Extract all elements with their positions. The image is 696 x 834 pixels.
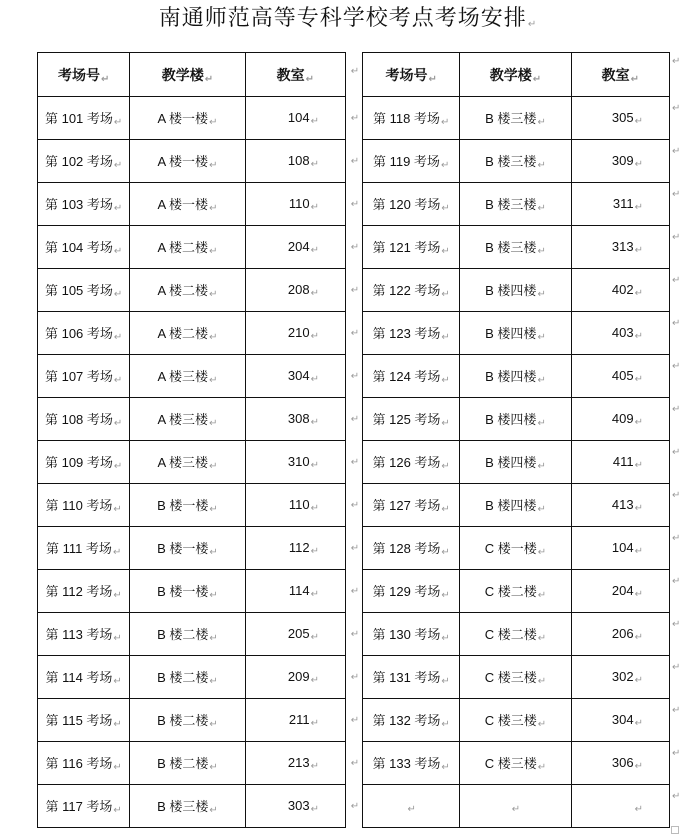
table-row xyxy=(38,226,346,269)
table-row xyxy=(38,355,346,398)
paragraph-mark-icon: ↵ xyxy=(350,414,360,425)
paragraph-mark-icon: ↵ xyxy=(113,203,123,214)
paragraph-mark-icon: ↵ xyxy=(634,545,643,557)
building-cell xyxy=(460,785,571,828)
classroom-cell: 110↵ xyxy=(245,484,345,527)
paragraph-mark-icon: ↵ xyxy=(537,504,546,515)
building-cell: B 楼四楼↵ xyxy=(460,441,571,484)
table-row xyxy=(363,785,670,828)
paragraph-mark-icon: ↵ xyxy=(441,547,450,558)
classroom-cell xyxy=(571,785,669,828)
classroom-cell: 311↵ xyxy=(571,183,669,226)
table-row xyxy=(38,312,346,355)
paragraph-mark-icon: ↵ xyxy=(672,103,681,114)
building-cell: B 楼四楼↵ xyxy=(460,269,571,312)
paragraph-mark-icon: ↵ xyxy=(441,418,450,429)
table-row xyxy=(38,97,346,140)
paragraph-mark-icon: ↵ xyxy=(113,633,122,644)
building-cell: B 楼二楼↵ xyxy=(130,613,245,656)
classroom-cell: 108↵ xyxy=(245,140,345,183)
paragraph-mark-icon: ↵ xyxy=(634,459,643,471)
page-title xyxy=(0,2,696,42)
room-cell: 第 108 考场↵ xyxy=(38,398,130,441)
paragraph-mark-icon: ↵ xyxy=(441,719,450,730)
paragraph-mark-icon: ↵ xyxy=(441,203,450,214)
classroom-cell: 309↵ xyxy=(571,140,669,183)
paragraph-mark-icon: ↵ xyxy=(672,490,681,501)
room-cell: 第 113 考场↵ xyxy=(38,613,130,656)
classroom-cell: 205↵ xyxy=(245,613,345,656)
table-row xyxy=(363,613,670,656)
room-cell: 第 119 考场↵ xyxy=(363,140,460,183)
paragraph-mark-icon: ↵ xyxy=(672,275,681,286)
room-cell: 第 106 考场↵ xyxy=(38,312,130,355)
paragraph-mark-icon: ↵ xyxy=(310,717,319,729)
paragraph-mark-icon: ↵ xyxy=(441,504,450,515)
paragraph-mark-icon: ↵ xyxy=(310,373,319,385)
building-cell: C 楼二楼↵ xyxy=(460,613,571,656)
building-cell: A 楼三楼↵ xyxy=(130,398,245,441)
room-cell: 第 128 考场↵ xyxy=(363,527,460,570)
paragraph-mark-icon: ↵ xyxy=(113,805,122,816)
table-row xyxy=(38,742,346,785)
room-cell: 第 105 考场↵ xyxy=(38,269,130,312)
paragraph-mark-icon: ↵ xyxy=(537,375,546,386)
header-building: 教学楼↵ xyxy=(460,53,571,97)
paragraph-mark-icon: ↵ xyxy=(209,676,218,687)
building-cell: A 楼二楼↵ xyxy=(130,226,245,269)
classroom-cell: 409↵ xyxy=(571,398,669,441)
building-cell: B 楼二楼↵ xyxy=(130,742,245,785)
paragraph-mark-icon: ↵ xyxy=(441,590,450,601)
building-cell: B 楼四楼↵ xyxy=(460,355,571,398)
paragraph-mark-icon: ↵ xyxy=(350,199,360,210)
building-cell: C 楼一楼↵ xyxy=(460,527,571,570)
paragraph-mark-icon: ↵ xyxy=(310,631,319,643)
table-header-row xyxy=(38,53,346,97)
paragraph-mark-icon: ↵ xyxy=(672,146,681,157)
table-row xyxy=(363,355,670,398)
paragraph-mark-icon: ↵ xyxy=(310,330,319,342)
table-row xyxy=(363,441,670,484)
table-row xyxy=(38,269,346,312)
header-classroom: 教室↵ xyxy=(571,53,669,97)
paragraph-mark-icon: ↵ xyxy=(113,762,122,773)
paragraph-mark-icon: ↵ xyxy=(113,160,123,171)
paragraph-mark-icon: ↵ xyxy=(511,803,521,815)
paragraph-mark-icon: ↵ xyxy=(310,502,319,514)
paragraph-mark-icon: ↵ xyxy=(209,805,218,816)
paragraph-mark-icon: ↵ xyxy=(537,461,546,472)
paragraph-mark-icon: ↵ xyxy=(209,117,218,128)
building-cell: B 楼二楼↵ xyxy=(130,699,245,742)
paragraph-mark-icon: ↵ xyxy=(350,457,360,468)
paragraph-mark-icon: ↵ xyxy=(441,633,450,644)
building-cell: B 楼三楼↵ xyxy=(460,226,571,269)
room-cell: 第 104 考场↵ xyxy=(38,226,130,269)
room-cell: 第 107 考场↵ xyxy=(38,355,130,398)
paragraph-mark-icon: ↵ xyxy=(527,19,538,30)
room-cell: 第 133 考场↵ xyxy=(363,742,460,785)
paragraph-mark-icon: ↵ xyxy=(537,203,546,214)
paragraph-mark-icon: ↵ xyxy=(310,115,319,127)
room-cell: 第 118 考场↵ xyxy=(363,97,460,140)
header-room-no: 考场号↵ xyxy=(38,53,130,97)
building-cell: A 楼一楼↵ xyxy=(130,183,245,226)
room-cell: 第 103 考场↵ xyxy=(38,183,130,226)
classroom-cell: 104↵ xyxy=(245,97,345,140)
building-cell: B 楼三楼↵ xyxy=(460,183,571,226)
table-row xyxy=(363,97,670,140)
paragraph-mark-icon: ↵ xyxy=(310,588,319,600)
paragraph-mark-icon: ↵ xyxy=(350,285,360,296)
paragraph-mark-icon: ↵ xyxy=(672,705,681,716)
paragraph-mark-icon: ↵ xyxy=(634,158,643,170)
paragraph-mark-icon: ↵ xyxy=(672,791,681,802)
room-cell: 第 123 考场↵ xyxy=(363,312,460,355)
paragraph-mark-icon: ↵ xyxy=(310,459,319,471)
room-cell: 第 120 考场↵ xyxy=(363,183,460,226)
paragraph-mark-icon: ↵ xyxy=(113,289,123,300)
table-row xyxy=(363,269,670,312)
paragraph-mark-icon: ↵ xyxy=(350,543,360,554)
paragraph-mark-icon: ↵ xyxy=(441,375,450,386)
paragraph-mark-icon: ↵ xyxy=(209,203,218,214)
room-cell: 第 110 考场↵ xyxy=(38,484,130,527)
paragraph-mark-icon: ↵ xyxy=(537,289,546,300)
classroom-cell: 304↵ xyxy=(571,699,669,742)
building-cell: B 楼一楼↵ xyxy=(130,570,245,613)
paragraph-mark-icon: ↵ xyxy=(209,246,218,257)
building-cell: B 楼三楼↵ xyxy=(460,97,571,140)
paragraph-mark-icon: ↵ xyxy=(537,332,546,343)
paragraph-mark-icon: ↵ xyxy=(441,332,450,343)
classroom-cell: 213↵ xyxy=(245,742,345,785)
paragraph-mark-icon: ↵ xyxy=(350,113,360,124)
paragraph-mark-icon: ↵ xyxy=(672,232,681,243)
table-header-row xyxy=(363,53,670,97)
room-cell: 第 127 考场↵ xyxy=(363,484,460,527)
paragraph-mark-icon: ↵ xyxy=(672,748,681,759)
paragraph-mark-icon: ↵ xyxy=(113,590,122,601)
classroom-cell: 206↵ xyxy=(571,613,669,656)
room-cell: 第 126 考场↵ xyxy=(363,441,460,484)
building-cell: B 楼三楼↵ xyxy=(460,140,571,183)
classroom-cell: 306↵ xyxy=(571,742,669,785)
classroom-cell: 204↵ xyxy=(245,226,345,269)
paragraph-mark-icon: ↵ xyxy=(537,547,547,558)
paragraph-mark-icon: ↵ xyxy=(634,201,643,213)
classroom-cell: 304↵ xyxy=(245,355,345,398)
paragraph-mark-icon: ↵ xyxy=(209,719,218,730)
paragraph-mark-icon: ↵ xyxy=(350,242,360,253)
room-cell: 第 130 考场↵ xyxy=(363,613,460,656)
paragraph-mark-icon: ↵ xyxy=(310,287,319,299)
paragraph-mark-icon: ↵ xyxy=(209,762,218,773)
paragraph-mark-icon: ↵ xyxy=(634,416,643,428)
building-cell: A 楼一楼↵ xyxy=(130,140,245,183)
paragraph-mark-icon: ↵ xyxy=(634,631,643,643)
paragraph-mark-icon: ↵ xyxy=(350,715,360,726)
paragraph-mark-icon: ↵ xyxy=(672,361,681,372)
paragraph-mark-icon: ↵ xyxy=(537,117,546,128)
classroom-cell: 305↵ xyxy=(571,97,669,140)
paragraph-mark-icon: ↵ xyxy=(113,375,123,386)
classroom-cell: 114↵ xyxy=(245,570,345,613)
paragraph-mark-icon: ↵ xyxy=(441,676,450,687)
paragraph-mark-icon: ↵ xyxy=(440,117,450,128)
paragraph-mark-icon: ↵ xyxy=(209,289,218,300)
paragraph-mark-icon: ↵ xyxy=(310,760,319,772)
exam-table-right xyxy=(362,52,670,828)
classroom-cell: 208↵ xyxy=(245,269,345,312)
building-cell: C 楼三楼↵ xyxy=(460,656,571,699)
building-cell: B 楼一楼↵ xyxy=(130,527,245,570)
room-cell: 第 124 考场↵ xyxy=(363,355,460,398)
table-row xyxy=(38,484,346,527)
table-row xyxy=(38,785,346,828)
header-classroom: 教室↵ xyxy=(245,53,345,97)
paragraph-mark-icon: ↵ xyxy=(441,246,450,257)
table-row xyxy=(38,613,346,656)
table-row xyxy=(38,398,346,441)
paragraph-mark-icon: ↵ xyxy=(113,719,122,730)
room-cell: 第 112 考场↵ xyxy=(38,570,130,613)
paragraph-mark-icon: ↵ xyxy=(537,762,547,773)
paragraph-mark-icon: ↵ xyxy=(672,189,681,200)
table-row xyxy=(363,312,670,355)
classroom-cell: 302↵ xyxy=(571,656,669,699)
classroom-cell: 209↵ xyxy=(245,656,345,699)
paragraph-mark-icon: ↵ xyxy=(634,674,643,686)
table-row xyxy=(363,183,670,226)
table-row xyxy=(363,226,670,269)
building-cell: A 楼二楼↵ xyxy=(130,312,245,355)
paragraph-mark-icon: ↵ xyxy=(310,416,319,428)
paragraph-mark-icon: ↵ xyxy=(537,633,547,644)
building-cell: B 楼一楼↵ xyxy=(130,484,245,527)
paragraph-mark-icon: ↵ xyxy=(310,201,319,213)
paragraph-mark-icon: ↵ xyxy=(113,461,123,472)
paragraph-mark-icon: ↵ xyxy=(209,160,218,171)
paragraph-mark-icon: ↵ xyxy=(113,332,123,343)
table-row xyxy=(363,742,670,785)
paragraph-mark-icon: ↵ xyxy=(350,328,360,339)
paragraph-mark-icon: ↵ xyxy=(672,619,681,630)
paragraph-mark-icon: ↵ xyxy=(209,461,218,472)
room-cell xyxy=(363,785,460,828)
paragraph-mark-icon: ↵ xyxy=(350,66,360,77)
paragraph-mark-icon: ↵ xyxy=(634,244,643,256)
exam-table-left xyxy=(37,52,346,828)
table-row xyxy=(363,570,670,613)
paragraph-mark-icon: ↵ xyxy=(634,373,643,385)
paragraph-mark-icon: ↵ xyxy=(672,318,681,329)
room-cell: 第 125 考场↵ xyxy=(363,398,460,441)
paragraph-mark-icon: ↵ xyxy=(441,461,450,472)
paragraph-mark-icon: ↵ xyxy=(537,676,547,687)
paragraph-mark-icon: ↵ xyxy=(672,533,681,544)
paragraph-mark-icon: ↵ xyxy=(310,674,319,686)
table-row xyxy=(38,441,346,484)
room-cell: 第 121 考场↵ xyxy=(363,226,460,269)
classroom-cell: 308↵ xyxy=(245,398,345,441)
paragraph-mark-icon: ↵ xyxy=(634,803,643,815)
paragraph-mark-icon: ↵ xyxy=(209,375,218,386)
paragraph-mark-icon: ↵ xyxy=(441,289,450,300)
room-cell: 第 117 考场↵ xyxy=(38,785,130,828)
room-cell: 第 122 考场↵ xyxy=(363,269,460,312)
paragraph-mark-icon: ↵ xyxy=(310,803,319,815)
paragraph-mark-icon: ↵ xyxy=(672,404,681,415)
building-cell: B 楼四楼↵ xyxy=(460,398,571,441)
paragraph-mark-icon: ↵ xyxy=(537,719,547,730)
paragraph-mark-icon: ↵ xyxy=(634,287,643,299)
paragraph-mark-icon: ↵ xyxy=(209,590,218,601)
paragraph-mark-icon: ↵ xyxy=(672,662,681,673)
paragraph-mark-icon: ↵ xyxy=(634,330,643,342)
table-row xyxy=(363,140,670,183)
paragraph-mark-icon: ↵ xyxy=(209,633,218,644)
paragraph-mark-icon: ↵ xyxy=(634,502,643,514)
paragraph-mark-icon: ↵ xyxy=(113,676,122,687)
table-row xyxy=(363,656,670,699)
room-cell: 第 102 考场↵ xyxy=(38,140,130,183)
table-row xyxy=(38,570,346,613)
paragraph-mark-icon: ↵ xyxy=(672,447,681,458)
paragraph-mark-icon: ↵ xyxy=(537,160,546,171)
classroom-cell: 112↵ xyxy=(245,527,345,570)
building-cell: C 楼三楼↵ xyxy=(460,742,571,785)
room-cell: 第 101 考场↵ xyxy=(38,97,130,140)
room-cell: 第 111 考场↵ xyxy=(38,527,130,570)
room-cell: 第 115 考场↵ xyxy=(38,699,130,742)
paragraph-mark-icon: ↵ xyxy=(310,545,319,557)
paragraph-mark-icon: ↵ xyxy=(112,547,122,558)
paragraph-mark-icon: ↵ xyxy=(113,504,122,515)
building-cell: B 楼二楼↵ xyxy=(130,656,245,699)
table-row xyxy=(38,656,346,699)
building-cell: C 楼二楼↵ xyxy=(460,570,571,613)
paragraph-mark-icon: ↵ xyxy=(350,629,360,640)
paragraph-mark-icon: ↵ xyxy=(113,117,123,128)
paragraph-mark-icon: ↵ xyxy=(113,418,123,429)
end-of-document-marker xyxy=(671,826,679,834)
paragraph-mark-icon: ↵ xyxy=(350,500,360,511)
building-cell: A 楼三楼↵ xyxy=(130,355,245,398)
building-cell: B 楼三楼↵ xyxy=(130,785,245,828)
room-cell: 第 129 考场↵ xyxy=(363,570,460,613)
room-cell: 第 114 考场↵ xyxy=(38,656,130,699)
building-cell: B 楼四楼↵ xyxy=(460,484,571,527)
classroom-cell: 110↵ xyxy=(245,183,345,226)
paragraph-mark-icon: ↵ xyxy=(537,246,546,257)
table-row xyxy=(363,484,670,527)
paragraph-mark-icon: ↵ xyxy=(634,115,643,127)
paragraph-mark-icon: ↵ xyxy=(672,576,681,587)
room-cell: 第 132 考场↵ xyxy=(363,699,460,742)
paragraph-mark-icon: ↵ xyxy=(350,586,360,597)
classroom-cell: 403↵ xyxy=(571,312,669,355)
paragraph-mark-icon: ↵ xyxy=(634,588,643,600)
classroom-cell: 211↵ xyxy=(245,699,345,742)
paragraph-mark-icon: ↵ xyxy=(672,56,681,67)
classroom-cell: 411↵ xyxy=(571,441,669,484)
paragraph-mark-icon: ↵ xyxy=(350,758,360,769)
building-cell: A 楼二楼↵ xyxy=(130,269,245,312)
classroom-cell: 405↵ xyxy=(571,355,669,398)
paragraph-mark-icon: ↵ xyxy=(350,371,360,382)
paragraph-mark-icon: ↵ xyxy=(310,244,319,256)
table-row xyxy=(38,699,346,742)
classroom-cell: 313↵ xyxy=(571,226,669,269)
table-row xyxy=(363,699,670,742)
room-cell: 第 131 考场↵ xyxy=(363,656,460,699)
paragraph-mark-icon: ↵ xyxy=(537,418,546,429)
table-row xyxy=(38,140,346,183)
paragraph-mark-icon: ↵ xyxy=(310,158,319,170)
paragraph-mark-icon: ↵ xyxy=(209,504,218,515)
table-row xyxy=(363,398,670,441)
paragraph-mark-icon: ↵ xyxy=(634,760,643,772)
classroom-cell: 204↵ xyxy=(571,570,669,613)
building-cell: A 楼三楼↵ xyxy=(130,441,245,484)
classroom-cell: 413↵ xyxy=(571,484,669,527)
header-room-no: 考场号↵ xyxy=(363,53,460,97)
classroom-cell: 402↵ xyxy=(571,269,669,312)
building-cell: C 楼三楼↵ xyxy=(460,699,571,742)
title-text: 南通师范高等专科学校考点考场安排 xyxy=(158,6,527,31)
paragraph-mark-icon: ↵ xyxy=(441,762,450,773)
classroom-cell: 310↵ xyxy=(245,441,345,484)
paragraph-mark-icon: ↵ xyxy=(350,156,360,167)
classroom-cell: 303↵ xyxy=(245,785,345,828)
paragraph-mark-icon: ↵ xyxy=(634,717,643,729)
paragraph-mark-icon: ↵ xyxy=(209,332,218,343)
paragraph-mark-icon: ↵ xyxy=(440,160,450,171)
building-cell: A 楼一楼↵ xyxy=(130,97,245,140)
table-row xyxy=(363,527,670,570)
classroom-cell: 210↵ xyxy=(245,312,345,355)
paragraph-mark-icon: ↵ xyxy=(350,672,360,683)
room-cell: 第 116 考场↵ xyxy=(38,742,130,785)
paragraph-mark-icon: ↵ xyxy=(209,547,218,558)
classroom-cell: 104↵ xyxy=(571,527,669,570)
building-cell: B 楼四楼↵ xyxy=(460,312,571,355)
table-row xyxy=(38,183,346,226)
paragraph-mark-icon: ↵ xyxy=(209,418,218,429)
header-building: 教学楼↵ xyxy=(130,53,245,97)
paragraph-mark-icon: ↵ xyxy=(350,801,360,812)
paragraph-mark-icon: ↵ xyxy=(407,803,416,815)
paragraph-mark-icon: ↵ xyxy=(113,246,123,257)
table-row xyxy=(38,527,346,570)
paragraph-mark-icon: ↵ xyxy=(537,590,547,601)
room-cell: 第 109 考场↵ xyxy=(38,441,130,484)
